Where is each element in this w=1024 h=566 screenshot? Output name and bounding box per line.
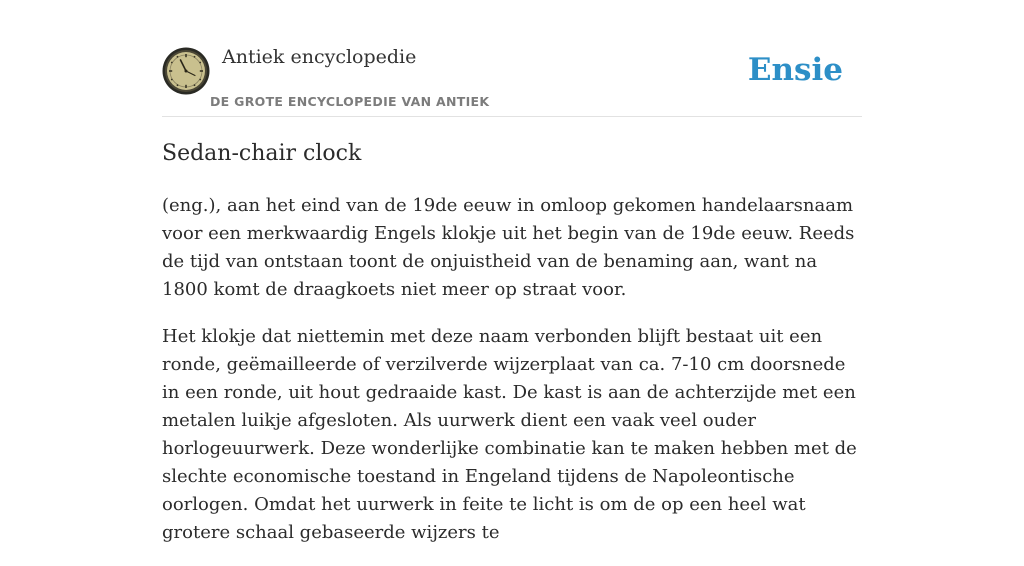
antique-clock-icon[interactable] <box>162 47 210 95</box>
site-title[interactable]: Antiek encyclopedie <box>222 46 417 68</box>
ensie-brand-link[interactable]: Ensie <box>747 52 843 88</box>
site-subtitle: DE GROTE ENCYCLOPEDIE VAN ANTIEK <box>210 94 490 109</box>
site-header <box>162 0 862 117</box>
article-paragraph: (eng.), aan het eind van de 19de eeuw in omloop gekomen handelaarsnaam voor een merkwaardig Engels klokje uit het begin van de 19de eeuw. Reeds de tijd van ontstaan toont de onjuistheid van de benaming aan, want na 1800 komt de draagkoets niet meer op straat voor. <box>162 195 855 300</box>
page <box>162 0 862 543</box>
article-body <box>162 192 862 566</box>
article-title: Sedan-chair clock <box>162 141 362 166</box>
article-paragraph: Het klokje dat niettemin met deze naam verbonden blijft bestaat uit een ronde, geëmailleerde of verzilverde wijzerplaat van ca. 7-10 cm doorsnede in een ronde, uit hout gedraaide kast. De kast is aan de achterzijde met een metalen luikje afgesloten. Als uurwerk dient een vaak veel ouder horlogeuurwerk. Deze wonderlijke combinatie kan te maken hebben met de slechte economische toestand in Engeland tijdens de Napoleontische oorlogen. Omdat het uurwerk in feite te licht is om de op een heel wat grotere schaal gebaseerde wijzers te <box>162 326 857 543</box>
